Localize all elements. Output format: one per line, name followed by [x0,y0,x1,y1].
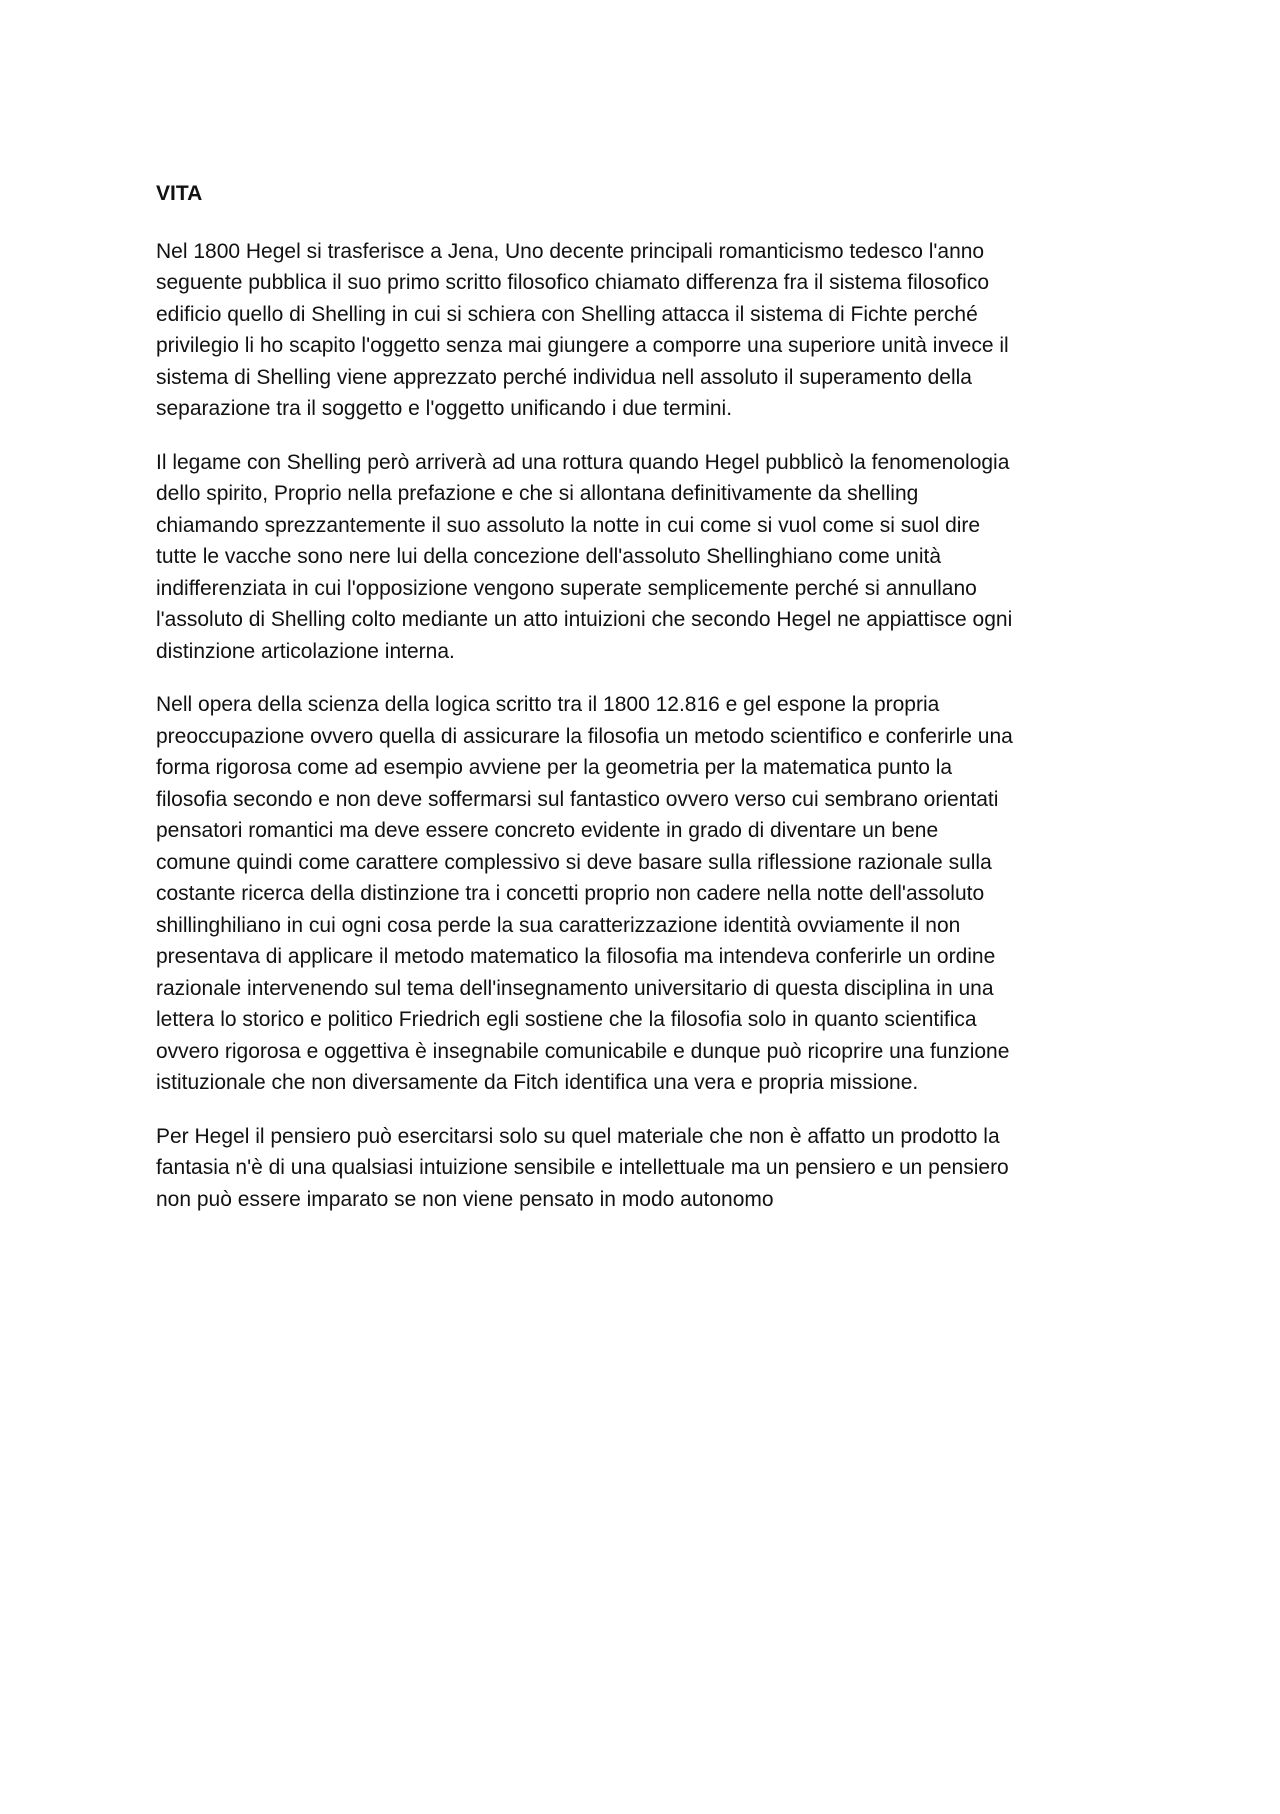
text-line: ovvero rigorosa e oggettiva è insegnabile comunicabile e dunque può ricoprire una funzione [156,1039,1010,1063]
document-body [156,178,1132,1237]
text-line: separazione tra il soggetto e l'oggetto unificando i due termini. [156,397,733,420]
text-line: costante ricerca della distinzione tra i concetti proprio non cadere nella notte dell'assoluto [156,882,985,905]
text-line: razionale intervenendo sul tema dell'insegnamento universitario di questa disciplina in una [156,976,994,1000]
text-line: Il legame con Shelling però arriverà ad una rottura quando Hegel pubblicò la fenomenologia [156,450,1010,474]
text-line: Nell opera della scienza della logica scritto tra il 1800 12.816 e gel espone la propria [156,693,940,716]
text-line: comune quindi come carattere complessivo si deve basare sulla riflessione razionale sulla [156,850,992,874]
text-line: presentava di applicare il metodo matematico la filosofia ma intendeva conferirle un ordine [156,945,996,968]
text-line: preoccupazione ovvero quella di assicurare la filosofia un metodo scientifico e conferirle una [156,724,1013,748]
text-line: Per Hegel il pensiero può esercitarsi solo su quel materiale che non è affatto un prodotto la [156,1124,1000,1148]
text-line: chiamando sprezzantemente il suo assoluto la notte in cui come si vuol come si suol dire [156,513,981,537]
text-line: filosofia secondo e non deve soffermarsi sul fantastico ovvero verso cui sembrano orientati [156,787,999,811]
text-line: forma rigorosa come ad esempio avviene per la geometria per la matematica punto la [156,756,953,779]
text-line: lettera lo storico e politico Friedrich egli sostiene che la filosofia solo in quanto scientifica [156,1008,977,1031]
text-line: shillinghiliano in cui ogni cosa perde la sua caratterizzazione identità ovviamente il non [156,913,961,937]
text-line: l'assoluto di Shelling colto mediante un atto intuizioni che secondo Hegel ne appiattisce ogni [156,608,1013,631]
text-line: fantasia n'è di una qualsiasi intuizione sensibile e intellettuale ma un pensiero e un pensiero [156,1156,1009,1179]
text-line: Nel 1800 Hegel si trasferisce a Jena, Uno decente principali romanticismo tedesco l'anno [156,239,985,263]
paragraph-4 [156,1121,1132,1216]
text-line: distinzione articolazione interna. [156,639,455,663]
paragraph-1 [156,236,1132,425]
text-line: indifferenziata in cui l'opposizione vengono superate semplicemente perché si annullano [156,576,977,600]
paragraph-3 [156,689,1132,1099]
text-line: istituzionale che non diversamente da Fitch identifica una vera e propria missione. [156,1071,919,1094]
text-line: edificio quello di Shelling in cui si schiera con Shelling attacca il sistema di Fichte perché [156,302,978,326]
text-line: privilegio li ho scapito l'oggetto senza mai giungere a comporre una superiore unità invece il [156,334,1009,357]
text-line: pensatori romantici ma deve essere concreto evidente in grado di diventare un bene [156,819,939,842]
text-line: tutte le vacche sono nere lui della concezione dell'assoluto Shellinghiano come unità [156,545,942,568]
text-line: seguente pubblica il suo primo scritto filosofico chiamato differenza fra il sistema filosofico [156,271,990,294]
paragraph-2 [156,447,1132,668]
text-line: dello spirito, Proprio nella prefazione e che si allontana definitivamente da shelling [156,482,919,505]
text-line: sistema di Shelling viene apprezzato perché individua nell assoluto il superamento della [156,365,972,389]
text-line: non può essere imparato se non viene pensato in modo autonomo [156,1187,774,1211]
document-title: VITA [156,182,203,205]
